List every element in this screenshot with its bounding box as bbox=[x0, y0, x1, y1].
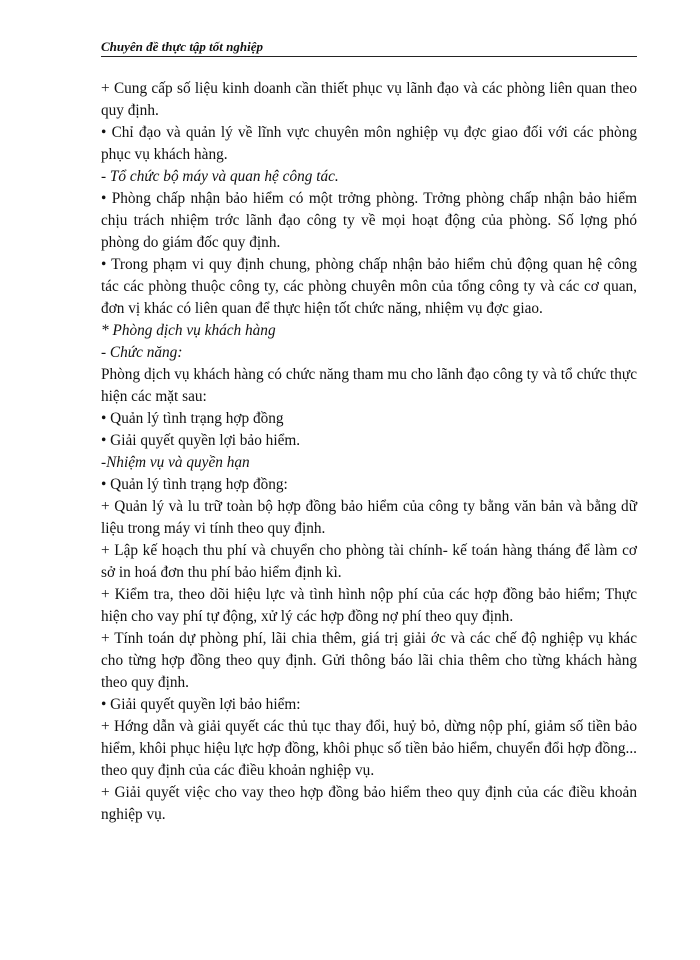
header-title: Chuyên đề thực tập tốt nghiệp bbox=[101, 39, 263, 54]
heading-functions: - Chức năng: bbox=[101, 344, 183, 361]
paragraph-coordination: • Trong phạm vi quy định chung, phòng chấp nhận bảo hiểm chủ động quan hệ công tác các phòng thuộc công ty, các phòng chuyên môn của tổng công ty và các cơ quan, đơn vị khác có liên quan để thực hiện tốt chức năng, nhiệm vụ đợc giao. bbox=[101, 256, 637, 317]
list-item-claims-sub: • Giải quyết quyền lợi bảo hiểm: bbox=[101, 696, 301, 713]
list-item-contract-status-sub: • Quản lý tình trạng hợp đồng: bbox=[101, 476, 288, 493]
paragraph-store-contracts: + Quản lý và lu trữ toàn bộ hợp đồng bảo hiểm của công ty bằng văn bản và bằng dữ liệu trong máy vi tính theo quy định. bbox=[101, 498, 637, 537]
paragraph-check-validity: + Kiểm tra, theo dõi hiệu lực và tình hình nộp phí của các hợp đồng bảo hiểm; Thực hiện cho vay phí tự động, xử lý các hợp đồng nợ phí theo quy định. bbox=[101, 586, 637, 625]
paragraph-head-of-department: • Phòng chấp nhận bảo hiểm có một trởng phòng. Trởng phòng chấp nhận bảo hiểm chịu trách nhiệm trớc lãnh đạo công ty về mọi hoạt động của phòng. Số lợng phó phòng do giám đốc quy định. bbox=[101, 190, 637, 251]
paragraph-fee-plan: + Lập kế hoạch thu phí và chuyển cho phòng tài chính- kế toán hàng tháng để làm cơ sở in hoá đơn thu phí bảo hiểm định kì. bbox=[101, 542, 637, 581]
list-item-contract-status: • Quản lý tình trạng hợp đồng bbox=[101, 410, 284, 427]
page-header bbox=[101, 40, 637, 57]
paragraph-calculate-reserves: + Tính toán dự phòng phí, lãi chia thêm, giá trị giải ớc và các chế độ nghiệp vụ khác cho từng hợp đồng theo quy định. Gửi thông báo lãi chia thêm cho từng khách hàng theo quy định. bbox=[101, 630, 637, 691]
paragraph-direct-manage: • Chỉ đạo và quản lý về lĩnh vực chuyên môn nghiệp vụ đợc giao đối với các phòng phục vụ khách hàng. bbox=[101, 124, 637, 163]
heading-organization: - Tổ chức bộ máy và quan hệ công tác. bbox=[101, 168, 339, 185]
heading-duties-powers: -Nhiệm vụ và quyền hạn bbox=[101, 454, 250, 471]
paragraph-provide-data: + Cung cấp số liệu kinh doanh cần thiết phục vụ lãnh đạo và các phòng liên quan theo quy định. bbox=[101, 80, 637, 119]
heading-customer-service-dept: * Phòng dịch vụ khách hàng bbox=[101, 322, 276, 339]
paragraph-functions-intro: Phòng dịch vụ khách hàng có chức năng tham mu cho lãnh đạo công ty và tổ chức thực hiện các mặt sau: bbox=[101, 366, 637, 405]
paragraph-loans: + Giải quyết việc cho vay theo hợp đồng bảo hiểm theo quy định của các điều khoản nghiệp vụ. bbox=[101, 784, 637, 823]
list-item-claims: • Giải quyết quyền lợi bảo hiểm. bbox=[101, 432, 301, 449]
document-body bbox=[101, 78, 637, 826]
paragraph-procedures: + Hớng dẫn và giải quyết các thủ tục thay đổi, huỷ bỏ, dừng nộp phí, giảm số tiền bảo hiểm, khôi phục hiệu lực hợp đồng, khôi phục số tiền bảo hiểm, chuyển đổi hợp đồng... theo quy định của các điều khoản nghiệp vụ. bbox=[101, 718, 637, 779]
